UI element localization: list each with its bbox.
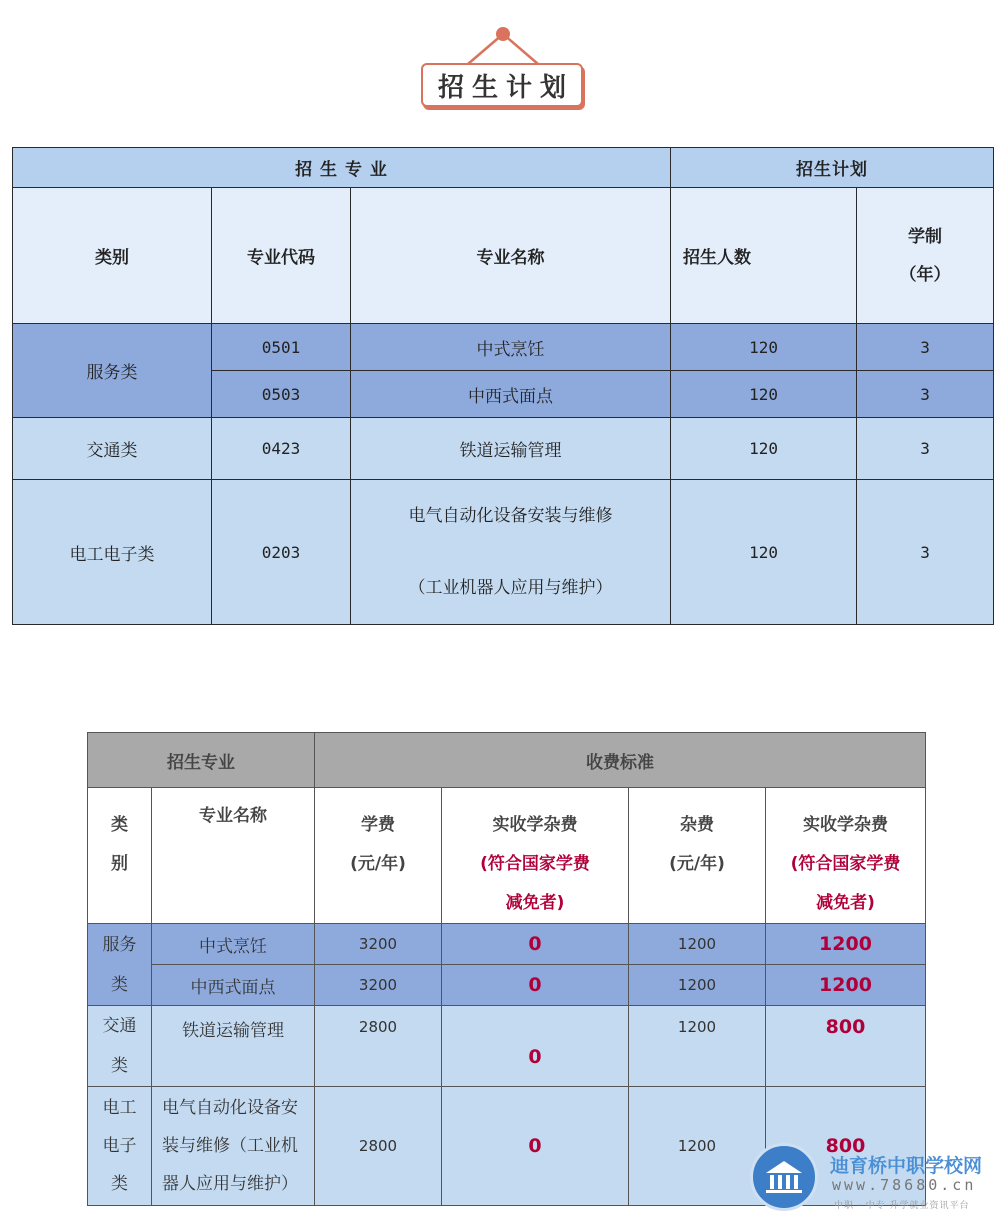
plan-group-header-row <box>13 148 994 188</box>
cell-actual-misc: 1200 <box>766 924 926 965</box>
cell-name: 铁道运输管理 <box>351 418 671 480</box>
cell-actual-tuition: 0 <box>442 1006 629 1087</box>
cell-category: 服务类 <box>13 324 212 418</box>
watermark-url: www.78680.cn <box>832 1176 977 1194</box>
cell-name: 电气自动化设备安 装与维修（工业机 器人应用与维护） <box>152 1087 315 1206</box>
cell-category: 交通 类 <box>88 1006 152 1087</box>
cell-tuition: 3200 <box>315 924 442 965</box>
site-watermark <box>750 1143 995 1218</box>
col-tuition: 学费 (元/年) <box>315 788 442 924</box>
cell-actual-tuition: 0 <box>442 924 629 965</box>
cell-tuition: 3200 <box>315 965 442 1006</box>
fee-group-header-row <box>88 733 926 788</box>
cell-code: 0501 <box>212 324 351 371</box>
cell-tuition: 2800 <box>315 1087 442 1206</box>
table-row <box>13 324 994 371</box>
col-years: 学制 （年） <box>857 188 994 324</box>
cell-misc: 1200 <box>629 965 766 1006</box>
table-row <box>88 965 926 1006</box>
cell-actual-misc: 800 <box>766 1087 926 1206</box>
cell-name: 中式烹饪 <box>152 924 315 965</box>
cell-actual-misc: 800 <box>766 1006 926 1087</box>
col-actual-tuition: 实收学杂费 (符合国家学费 减免者) <box>442 788 629 924</box>
cell-category: 交通类 <box>13 418 212 480</box>
school-logo-icon <box>750 1143 818 1211</box>
col-count: 招生人数 <box>671 188 857 324</box>
cell-name: 电气自动化设备安装与维修 （工业机器人应用与维护） <box>351 480 671 625</box>
header-major: 招生专业 <box>88 733 315 788</box>
cell-category: 电工电子类 <box>13 480 212 625</box>
col-name: 专业名称 <box>152 788 315 924</box>
cell-years: 3 <box>857 371 994 418</box>
plan-column-header-row <box>13 188 994 324</box>
cell-tuition: 2800 <box>315 1006 442 1087</box>
table-row <box>13 418 994 480</box>
fee-standard-table <box>87 732 926 1206</box>
cell-actual-tuition: 0 <box>442 965 629 1006</box>
col-name: 专业名称 <box>351 188 671 324</box>
fee-column-header-row <box>88 788 926 924</box>
table-row <box>88 1006 926 1087</box>
col-misc: 杂费 (元/年) <box>629 788 766 924</box>
cell-code: 0503 <box>212 371 351 418</box>
cell-code: 0203 <box>212 480 351 625</box>
page-title: 招生计划 <box>421 63 583 107</box>
cell-actual-misc: 1200 <box>766 965 926 1006</box>
title-tag <box>0 0 1000 115</box>
cell-years: 3 <box>857 418 994 480</box>
cell-name: 中式烹饪 <box>351 324 671 371</box>
cell-count: 120 <box>671 418 857 480</box>
cell-misc: 1200 <box>629 1006 766 1087</box>
cell-actual-tuition: 0 <box>442 1087 629 1206</box>
header-plan: 招生计划 <box>671 148 994 188</box>
cell-name: 铁道运输管理 <box>152 1006 315 1087</box>
col-category: 类别 <box>13 188 212 324</box>
cell-misc: 1200 <box>629 1087 766 1206</box>
col-actual-misc: 实收学杂费 (符合国家学费 减免者) <box>766 788 926 924</box>
cell-years: 3 <box>857 324 994 371</box>
table-row <box>13 480 994 625</box>
cell-category: 服务 类 <box>88 924 152 1006</box>
cell-count: 120 <box>671 324 857 371</box>
cell-years: 3 <box>857 480 994 625</box>
watermark-title: 迪育桥中职学校网 <box>830 1155 983 1177</box>
cell-code: 0423 <box>212 418 351 480</box>
table-row <box>88 924 926 965</box>
header-fee: 收费标准 <box>315 733 926 788</box>
enrollment-plan-table <box>12 147 994 625</box>
cell-category: 电工 电子 类 <box>88 1087 152 1206</box>
cell-name: 中西式面点 <box>152 965 315 1006</box>
cell-count: 120 <box>671 371 857 418</box>
col-category: 类 别 <box>88 788 152 924</box>
col-code: 专业代码 <box>212 188 351 324</box>
header-major: 招 生 专 业 <box>13 148 671 188</box>
cell-count: 120 <box>671 480 857 625</box>
cell-misc: 1200 <box>629 924 766 965</box>
watermark-subtitle: 中职 · 中专 升学就业资讯平台 <box>834 1201 970 1211</box>
cell-name: 中西式面点 <box>351 371 671 418</box>
